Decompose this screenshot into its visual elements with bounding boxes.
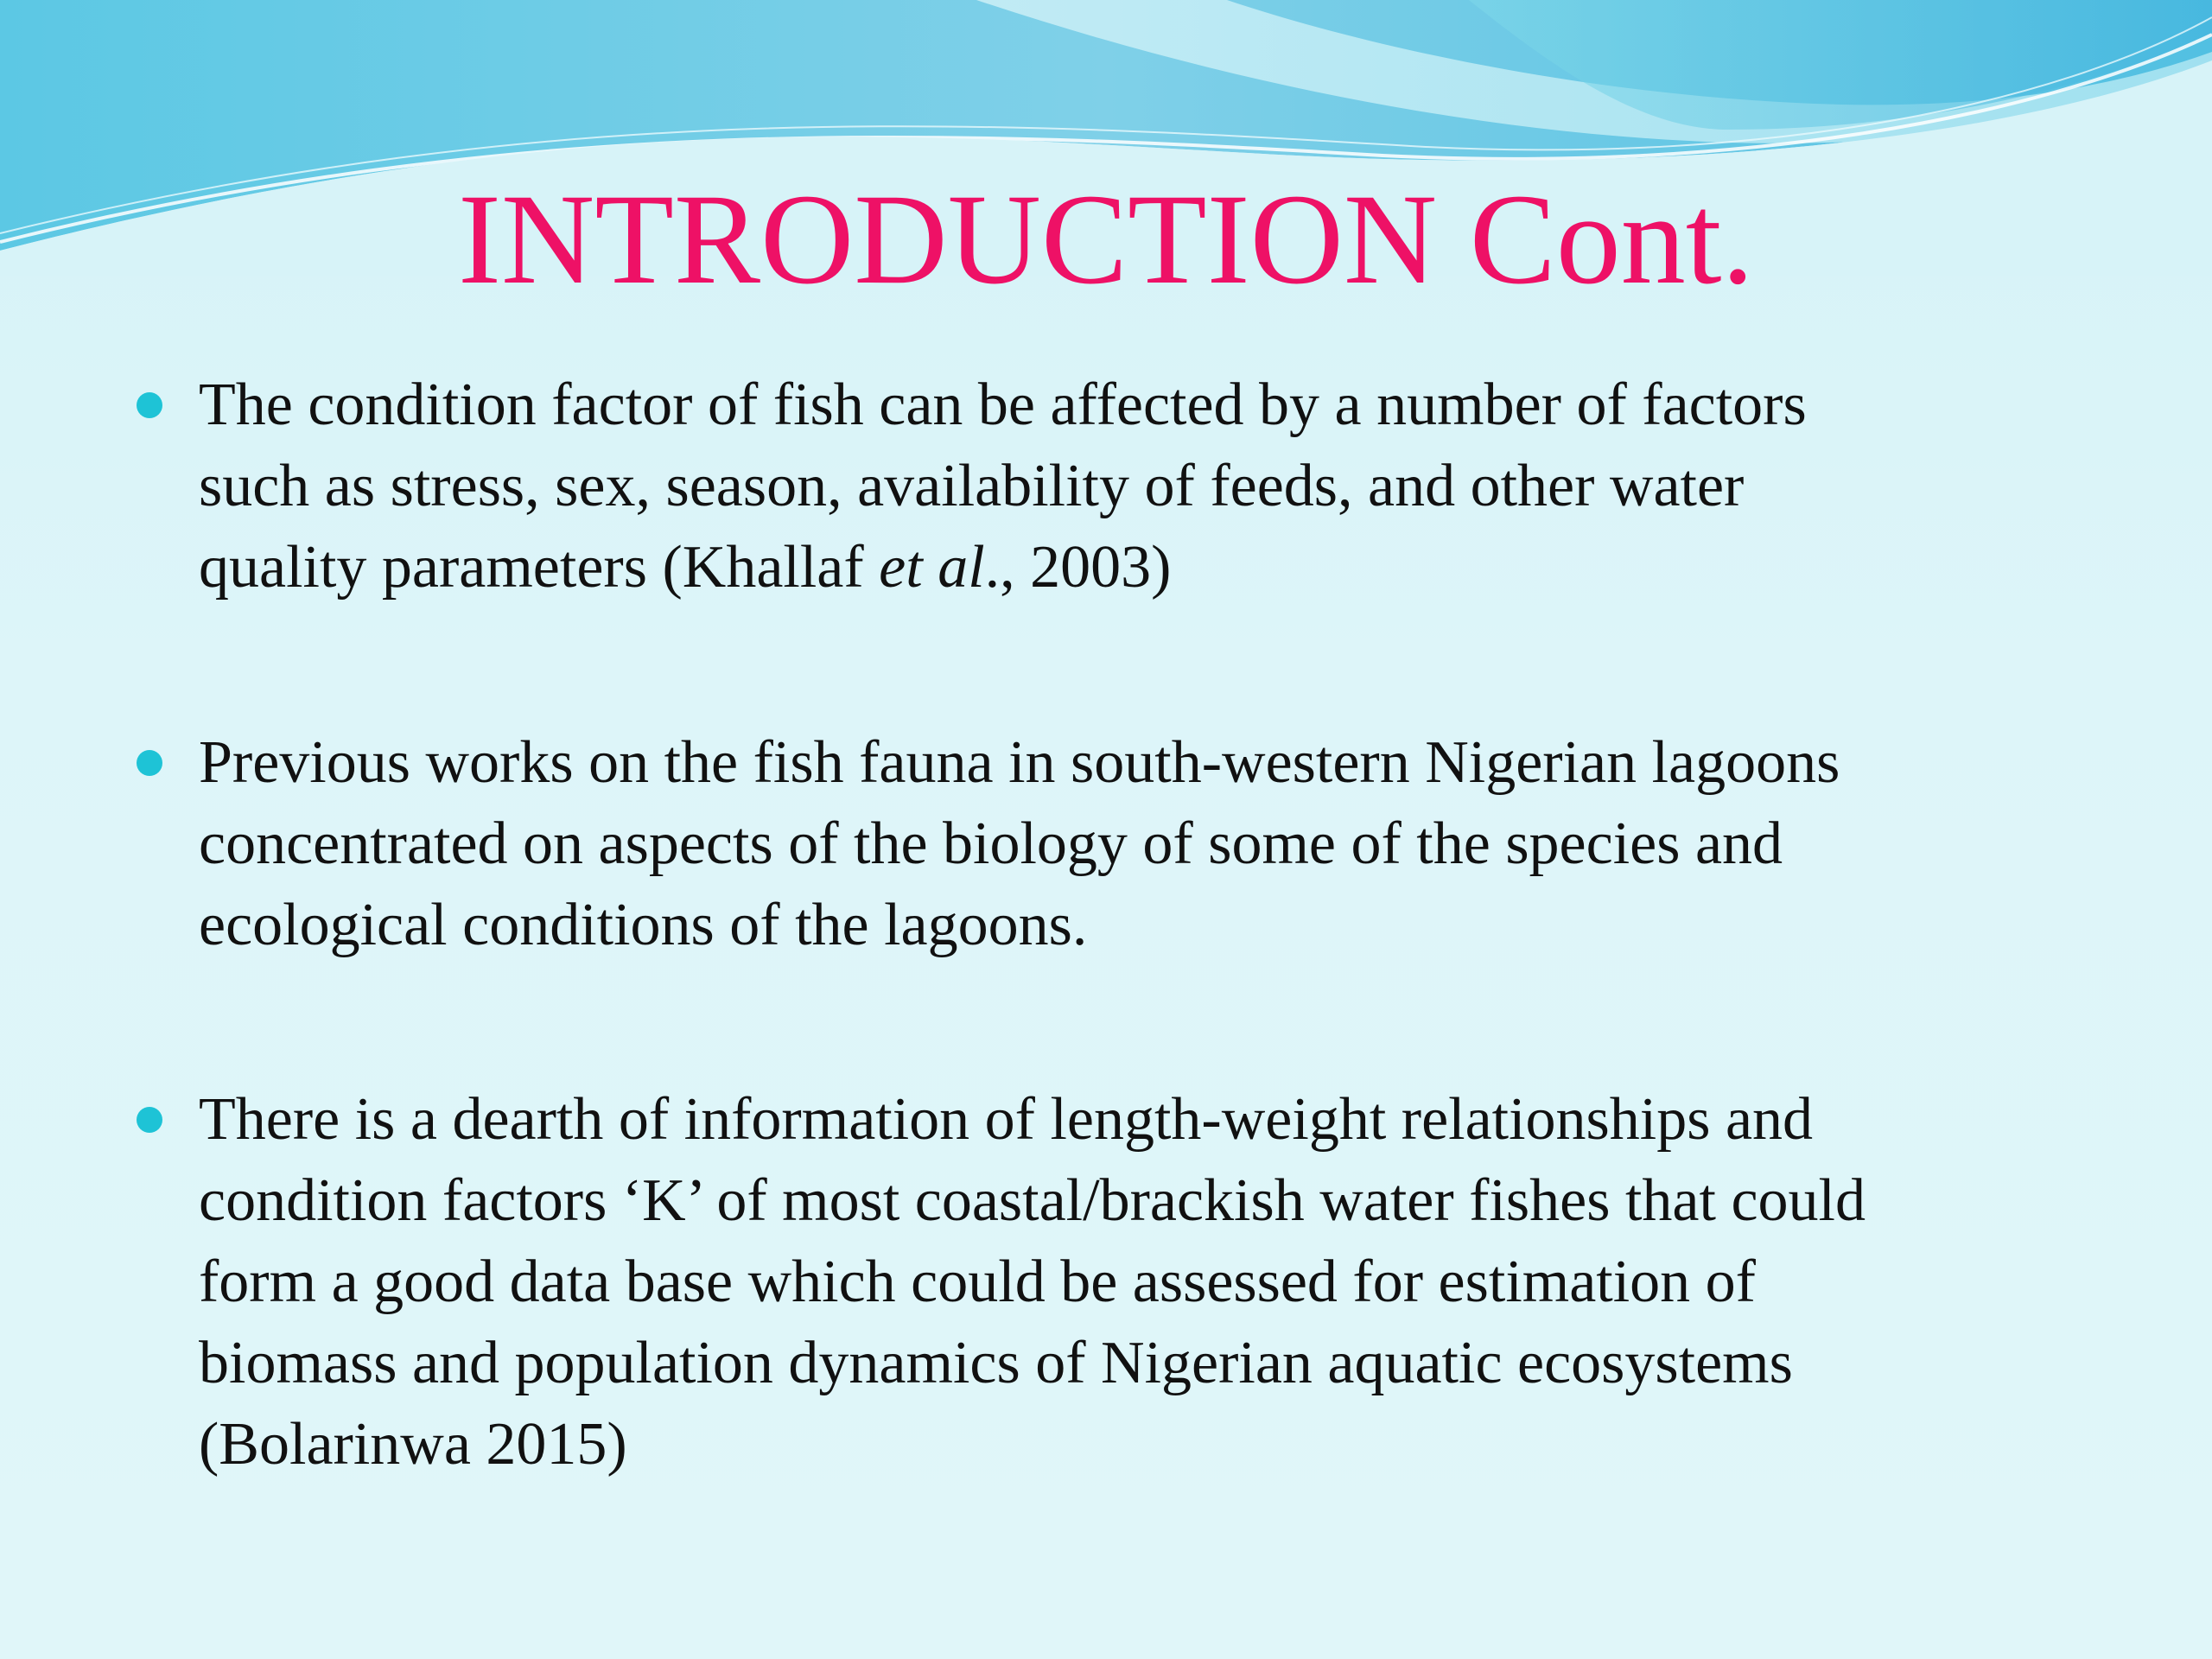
bullet-item [199, 722, 2134, 966]
bullet-line: condition factors ‘K’ of most coastal/brackish water fishes that could [199, 1167, 1866, 1234]
bullet-line: such as stress, sex, season, availability of feeds, and other water [199, 453, 1745, 519]
bullet-line: Previous works on the fish fauna in south-western Nigerian lagoons [199, 729, 1840, 796]
bullet-dot-icon [137, 750, 162, 776]
bullet-line: form a good data base which could be assessed for estimation of [199, 1249, 1756, 1315]
bullet-line: The condition factor of fish can be affected by a number of factors [199, 372, 1807, 438]
bullet-line: There is a dearth of information of length-weight relationships and [199, 1086, 1814, 1153]
bullet-line: (Bolarinwa 2015) [199, 1411, 627, 1478]
citation-suffix: ., 2003) [984, 534, 1172, 601]
bullet-item [199, 1079, 2134, 1485]
bullet-item [199, 365, 2134, 608]
slide-title: INTRODUCTION Cont. [458, 168, 1754, 311]
bullet-line: biomass and population dynamics of Nigerian aquatic ecosystems [199, 1330, 1793, 1396]
bullet-line: ecological conditions of the lagoons. [199, 892, 1088, 958]
bullet-line: concentrated on aspects of the biology of some of the species and [199, 810, 1783, 877]
bullet-dot-icon [137, 392, 162, 418]
bullet-dot-icon [137, 1107, 162, 1133]
citation-italic: et al [879, 534, 985, 601]
citation-prefix: quality parameters (Khallaf [199, 534, 880, 601]
bullet-line-citation [199, 527, 2134, 608]
